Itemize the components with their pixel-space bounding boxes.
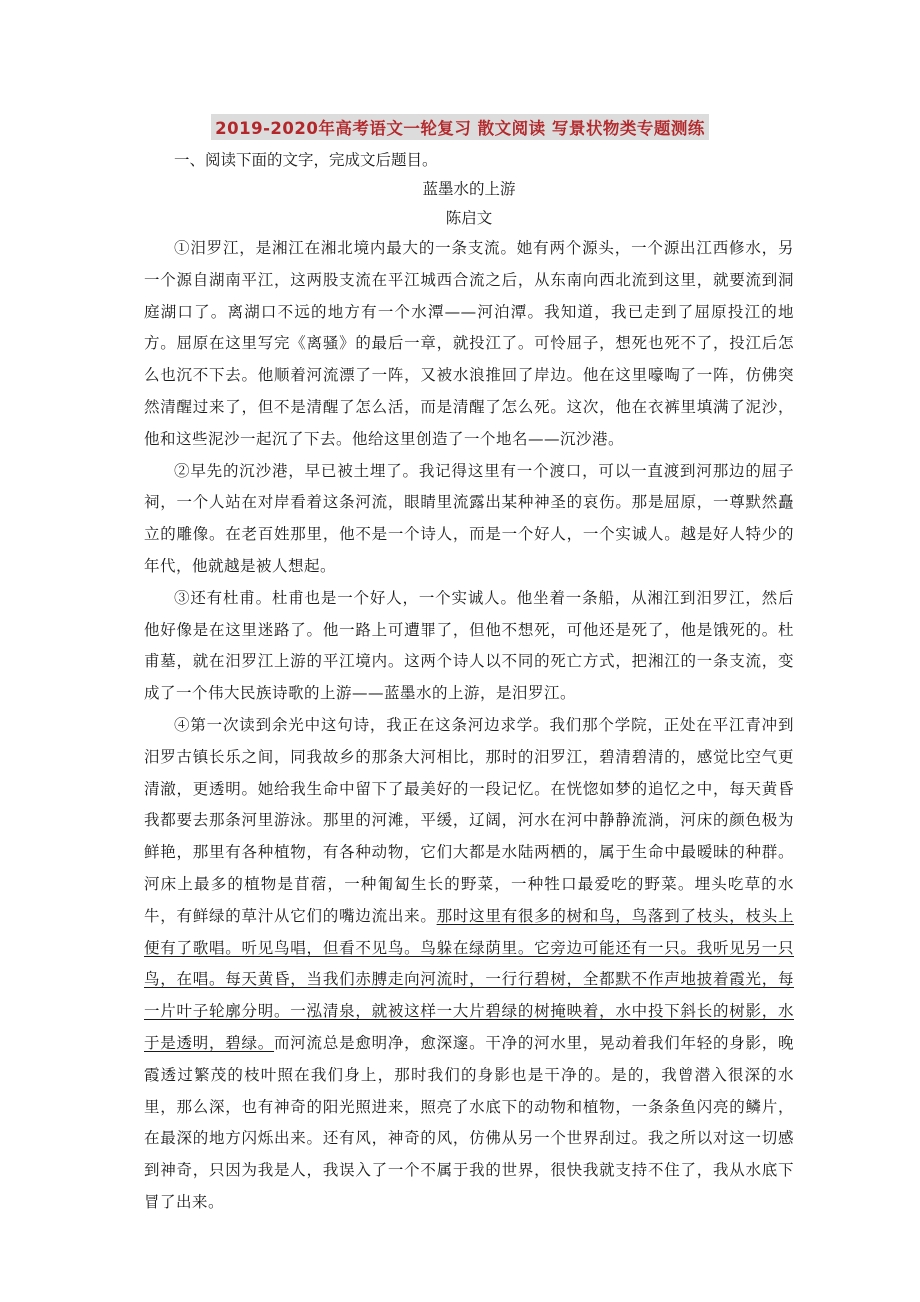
paragraph-3: ③还有杜甫。杜甫也是一个好人，一个实诚人。他坐着一条船，从湘江到汨罗江，然后他好像是在这里迷路了。他一路上可遭罪了，但他不想死，可他还是死了，他是饿死的。杜甫墓，就在汨罗江上游的平江境内。这两个诗人以不同的死亡方式，把湘江的一条支流，变成了一个伟大民族诗歌的上游——蓝墨水的上游，是汨罗江。: [144, 588, 794, 703]
section-instruction: 一、阅读下面的文字，完成文后题目。: [174, 151, 438, 169]
underlined-passage: 那时这里有很多的树和鸟，鸟落到了枝头，枝头上便有了歌唱。听见鸟唱，但看不见鸟。鸟躲在绿荫里。它旁边可能还有一只。我听见另一只鸟，在唱。每天黄昏，当我们赤膊走向河流时，一行行碧树，全都默不作声地披着霞光，每一片叶子轮廓分明。一泓清泉，就被这样一大片碧绿的树掩映着，水中投下斜长的树影，水于是透明，碧绿。: [144, 906, 794, 1052]
paragraph-2: ②早先的沉沙港，早已被土埋了。我记得这里有一个渡口，可以一直渡到河那边的屈子祠，一个人站在对岸看着这条河流，眼睛里流露出某种神圣的哀伤。那是屈原，一尊默然矗立的雕像。在老百姓那里，他不是一个诗人，而是一个好人，一个实诚人。越是好人特少的年代，他就越是被人想起。: [144, 461, 794, 575]
paragraph-4: [144, 710, 794, 1219]
paragraph-4-intro: ④第一次读到余光中这句诗，我正在这条河边求学。我们那个学院，正处在平江青冲到汨罗古镇长乐之间，同我故乡的那条大河相比，那时的汨罗江，碧清碧清的，感觉比空气更清澈，更透明。她给我生命中留下了最美好的一段记忆。在恍惚如梦的追忆之中，每天黄昏我都要去那条河里游泳。那里的河滩，平缓，辽阔，河水在河中静静流淌，河床的颜色极为鲜艳，那里有各种植物，有各种动物，它们大都是水陆两栖的，属于生命中最暧昧的种群。河床上最多的植物是苜蓿，一种匍匐生长的野菜，一种牲口最爱吃的野菜。埋头吃草的水牛，有鲜绿的草汁从它们的嘴边流出来。: [144, 715, 794, 925]
paragraph-4-continuation: 而河流总是愈明净，愈深邃。干净的河水里，晃动着我们年轻的身影，晚霞透过繁茂的枝叶照在我们身上，那时我们的身影也是干净的。是的，我曾潜入很深的水里，那么深，也有神奇的阳光照进来，照亮了水底下的动物和植物，一条条鱼闪亮的鳞片，在最深的地方闪烁出来。还有风，神奇的风，仿佛从另一个世界刮过。我之所以对这一切感到神奇，只因为我是人，我误入了一个不属于我的世界，很快我就支持不住了，我从水底下冒了出来。: [144, 1033, 794, 1211]
title-container: [0, 114, 920, 140]
paragraph-1: ①汨罗江，是湘江在湘北境内最大的一条支流。她有两个源头，一个源出江西修水，另一个源自湖南平江，这两股支流在平江城西合流之后，从东南向西北流到这里，就要流到洞庭湖口了。离湖口不远的地方有一个水潭——河泊潭。我知道，我已走到了屈原投江的地方。屈原在这里写完《离骚》的最后一章，就投江了。可怜屈子，想死也死不了，投江后怎么也沉不下去。他顺着河流漂了一阵，又被水浪推回了岸边。他在这里嚎啕了一阵，仿佛突然清醒过来了，但不是清醒了怎么活，而是清醒了怎么死。这次，他在衣裤里填满了泥沙，他和这些泥沙一起沉了下去。他给这里创造了一个地名——沉沙港。: [144, 239, 794, 448]
document-body: [144, 146, 794, 1219]
article-author: 陈启文: [445, 209, 493, 227]
article-title: 蓝墨水的上游: [422, 180, 516, 198]
document-title: 2019-2020年高考语文一轮复习 散文阅读 写景状物类专题测练: [211, 114, 709, 140]
